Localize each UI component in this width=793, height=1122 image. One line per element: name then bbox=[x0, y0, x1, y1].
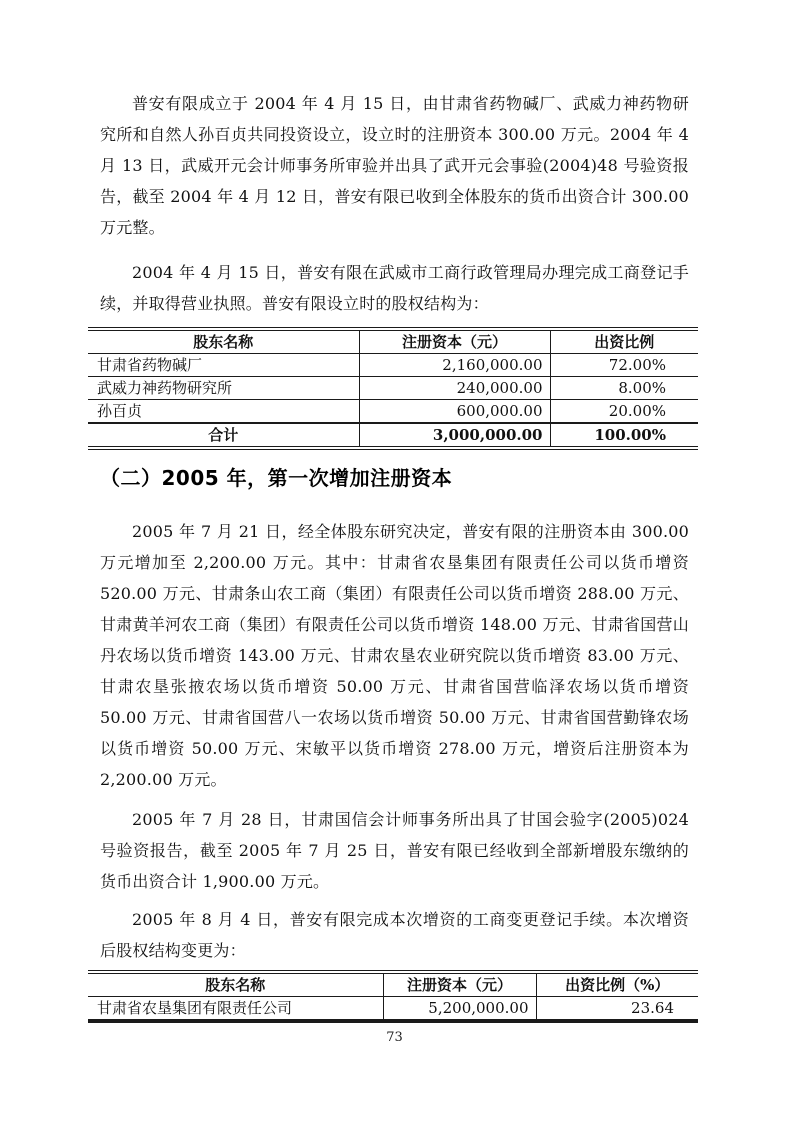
paragraph-registration-change: 2005 年 8 月 4 日，普安有限完成本次增资的工商变更登记手续。本次增资后股权结构变更为： bbox=[100, 910, 689, 960]
cell-ratio: 23.64 bbox=[536, 997, 698, 1022]
table-header-row bbox=[88, 972, 698, 997]
paragraph-company-founding: 普安有限成立于 2004 年 4 月 15 日，由甘肃省药物碱厂、武威力神药物研究所和自然人孙百贞共同投资设立，设立时的注册资本 300.00 万元。2004 年 4 月 13 日，武威开元会计师事务所审验并出具了武开元会事验(2004)48 号验资报告，截至 2004 年 4 月 12 日，普安有限已收到全体股东的货币出资合计 300.00 万元整。 bbox=[100, 94, 689, 237]
header-contribution-ratio: 出资比例（%） bbox=[536, 972, 698, 997]
paragraph-business-registration: 2004 年 4 月 15 日，普安有限在武威市工商行政管理局办理完成工商登记手续，并取得营业执照。普安有限设立时的股权结构为： bbox=[100, 263, 689, 313]
cell-shareholder: 甘肃省药物碱厂 bbox=[88, 354, 359, 377]
header-shareholder-name: 股东名称 bbox=[88, 972, 383, 997]
cell-shareholder: 武威力神药物研究所 bbox=[88, 377, 359, 400]
table-row bbox=[88, 354, 698, 377]
cell-shareholder: 孙百贞 bbox=[88, 400, 359, 424]
cell-capital: 240,000.00 bbox=[359, 377, 550, 400]
cell-total-label: 合计 bbox=[88, 423, 359, 448]
cell-shareholder: 甘肃省农垦集团有限责任公司 bbox=[97, 999, 293, 1017]
table-header-row bbox=[88, 329, 698, 354]
table-row bbox=[88, 997, 698, 1022]
table-total-row bbox=[88, 423, 698, 448]
table-row bbox=[88, 377, 698, 400]
section-heading: （二）2005 年，第一次增加注册资本 bbox=[100, 466, 453, 490]
cell-ratio: 72.00% bbox=[550, 354, 698, 377]
cell-capital: 5,200,000.00 bbox=[383, 997, 536, 1022]
cell-ratio: 20.00% bbox=[550, 400, 698, 424]
cell-total-capital: 3,000,000.00 bbox=[359, 423, 550, 448]
cell-ratio: 8.00% bbox=[550, 377, 698, 400]
table-row bbox=[88, 400, 698, 424]
header-contribution-ratio: 出资比例 bbox=[550, 329, 698, 354]
paragraph-capital-verification: 2005 年 7 月 28 日，甘肃国信会计师事务所出具了甘国会验字(2005)024 号验资报告，截至 2005 年 7 月 25 日，普安有限已经收到全部新增股东缴纳的货币出资合计 1,900.00 万元。 bbox=[100, 810, 689, 891]
header-registered-capital: 注册资本（元） bbox=[383, 972, 536, 997]
cell-capital: 2,160,000.00 bbox=[359, 354, 550, 377]
equity-structure-table-2005 bbox=[88, 970, 698, 1023]
cell-capital: 600,000.00 bbox=[359, 400, 550, 424]
cell-total-ratio: 100.00% bbox=[550, 423, 698, 448]
equity-structure-table-2004 bbox=[88, 327, 698, 450]
header-registered-capital: 注册资本（元） bbox=[359, 329, 550, 354]
paragraph-capital-increase-resolution: 2005 年 7 月 21 日，经全体股东研究决定，普安有限的注册资本由 300.00 万元增加至 2,200.00 万元。其中：甘肃省农垦集团有限责任公司以货币增资 520.00 万元、甘肃条山农工商（集团）有限责任公司以货币增资 288.00 万元、甘肃黄羊河农工商（集团）有限责任公司以货币增资 148.00 万元、甘肃省国营山丹农场以货币增资 143.00 万元、甘肃农垦农业研究院以货币增资 83.00 万元、甘肃农垦张掖农场以货币增资 50.00 万元、甘肃省国营临泽农场以货币增资 50.00 万元、甘肃省国营八一农场以货币增资 50.00 万元、甘肃省国营勤锋农场以货币增资 50.00 万元、宋敏平以货币增资 278.00 万元，增资后注册资本为 2,200.00 万元。 bbox=[100, 522, 689, 789]
header-shareholder-name: 股东名称 bbox=[88, 329, 359, 354]
page-number: 73 bbox=[386, 1030, 403, 1045]
